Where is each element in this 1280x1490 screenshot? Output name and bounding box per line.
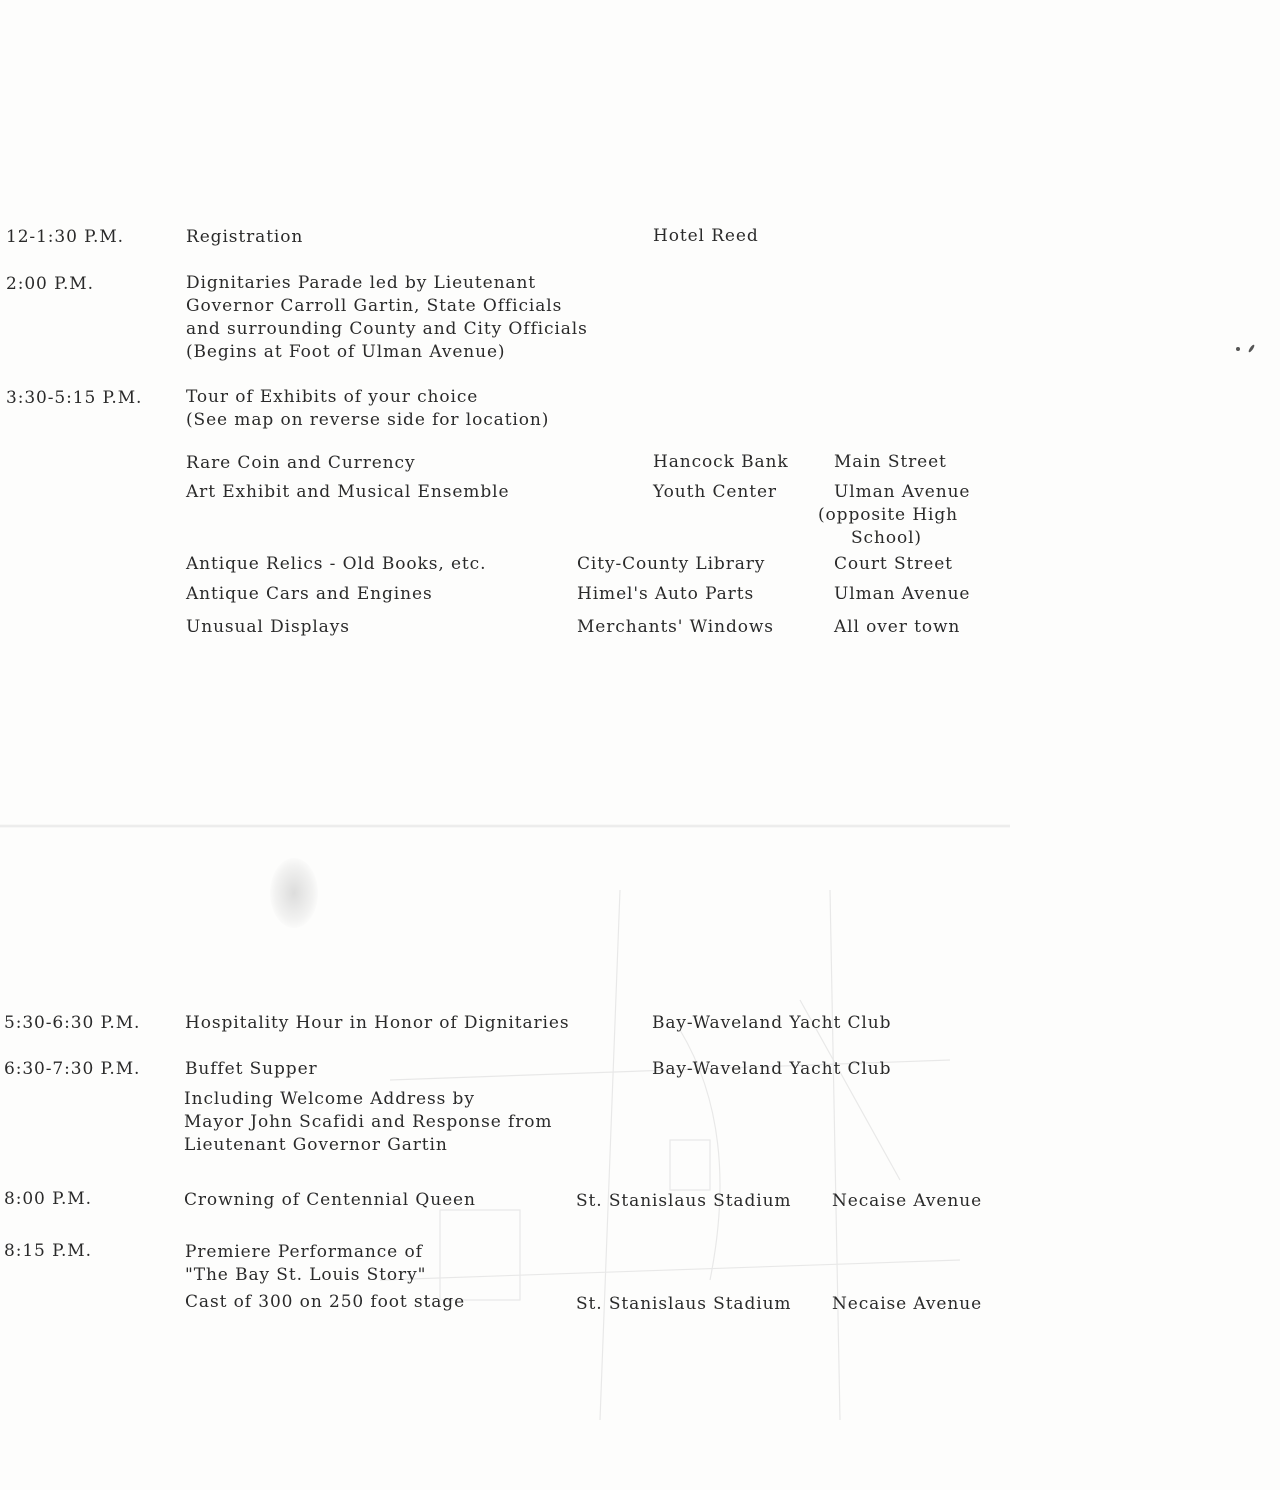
exhibit-name: Art Exhibit and Musical Ensemble bbox=[186, 482, 510, 502]
event-hospitality: Hospitality Hour in Honor of Dignitaries bbox=[185, 1013, 570, 1033]
event-registration: Registration bbox=[186, 227, 304, 247]
street-premiere: Necaise Avenue bbox=[832, 1294, 983, 1314]
event-supper-line: Mayor John Scafidi and Response from bbox=[184, 1112, 553, 1132]
exhibit-name: Antique Relics - Old Books, etc. bbox=[186, 554, 487, 574]
time-premiere: 8:15 P.M. bbox=[4, 1241, 92, 1261]
time-tour: 3:30-5:15 P.M. bbox=[6, 388, 143, 408]
street-crowning: Necaise Avenue bbox=[832, 1191, 983, 1211]
time-hospitality: 5:30-6:30 P.M. bbox=[4, 1013, 141, 1033]
event-parade-line: (Begins at Foot of Ulman Avenue) bbox=[186, 342, 506, 362]
exhibit-street: All over town bbox=[834, 617, 961, 637]
event-parade-line: and surrounding County and City Officials bbox=[186, 319, 588, 339]
exhibit-place: Hancock Bank bbox=[653, 452, 789, 472]
exhibit-place: City-County Library bbox=[577, 554, 766, 574]
exhibit-street: Ulman Avenue bbox=[834, 584, 971, 604]
paper-smudge bbox=[270, 858, 318, 928]
paper-speck bbox=[1248, 344, 1256, 353]
event-tour-line: (See map on reverse side for location) bbox=[186, 410, 550, 430]
exhibit-street-note: (opposite High bbox=[818, 505, 959, 525]
event-premiere-line: Premiere Performance of bbox=[185, 1242, 423, 1262]
exhibit-street-note: School) bbox=[851, 528, 922, 548]
exhibit-name: Unusual Displays bbox=[186, 617, 350, 637]
place-registration: Hotel Reed bbox=[653, 226, 759, 246]
event-supper-line: Lieutenant Governor Gartin bbox=[184, 1135, 448, 1155]
exhibit-place: Youth Center bbox=[653, 482, 777, 502]
exhibit-street: Court Street bbox=[834, 554, 953, 574]
place-supper: Bay-Waveland Yacht Club bbox=[652, 1059, 892, 1079]
time-registration: 12-1:30 P.M. bbox=[6, 227, 124, 247]
paper-speck bbox=[1236, 347, 1240, 351]
event-crowning: Crowning of Centennial Queen bbox=[184, 1190, 476, 1210]
time-supper: 6:30-7:30 P.M. bbox=[4, 1059, 141, 1079]
show-through-map bbox=[380, 880, 960, 1420]
event-parade-line: Governor Carroll Gartin, State Officials bbox=[186, 296, 563, 316]
exhibit-name: Rare Coin and Currency bbox=[186, 453, 416, 473]
exhibit-name: Antique Cars and Engines bbox=[186, 584, 433, 604]
event-tour-line: Tour of Exhibits of your choice bbox=[186, 387, 479, 407]
place-crowning: St. Stanislaus Stadium bbox=[576, 1191, 792, 1211]
exhibit-place: Himel's Auto Parts bbox=[577, 584, 755, 604]
event-supper-line: Including Welcome Address by bbox=[184, 1089, 475, 1109]
time-crowning: 8:00 P.M. bbox=[4, 1189, 92, 1209]
exhibit-place: Merchants' Windows bbox=[577, 617, 774, 637]
event-premiere-line: Cast of 300 on 250 foot stage bbox=[185, 1292, 466, 1312]
exhibit-street: Ulman Avenue bbox=[834, 482, 971, 502]
event-premiere-line: "The Bay St. Louis Story" bbox=[185, 1265, 427, 1285]
page-fold-crease bbox=[0, 824, 1010, 828]
exhibit-street: Main Street bbox=[834, 452, 947, 472]
place-premiere: St. Stanislaus Stadium bbox=[576, 1294, 792, 1314]
event-parade-line: Dignitaries Parade led by Lieutenant bbox=[186, 273, 537, 293]
time-parade: 2:00 P.M. bbox=[6, 274, 94, 294]
event-supper: Buffet Supper bbox=[185, 1059, 318, 1079]
place-hospitality: Bay-Waveland Yacht Club bbox=[652, 1013, 892, 1033]
